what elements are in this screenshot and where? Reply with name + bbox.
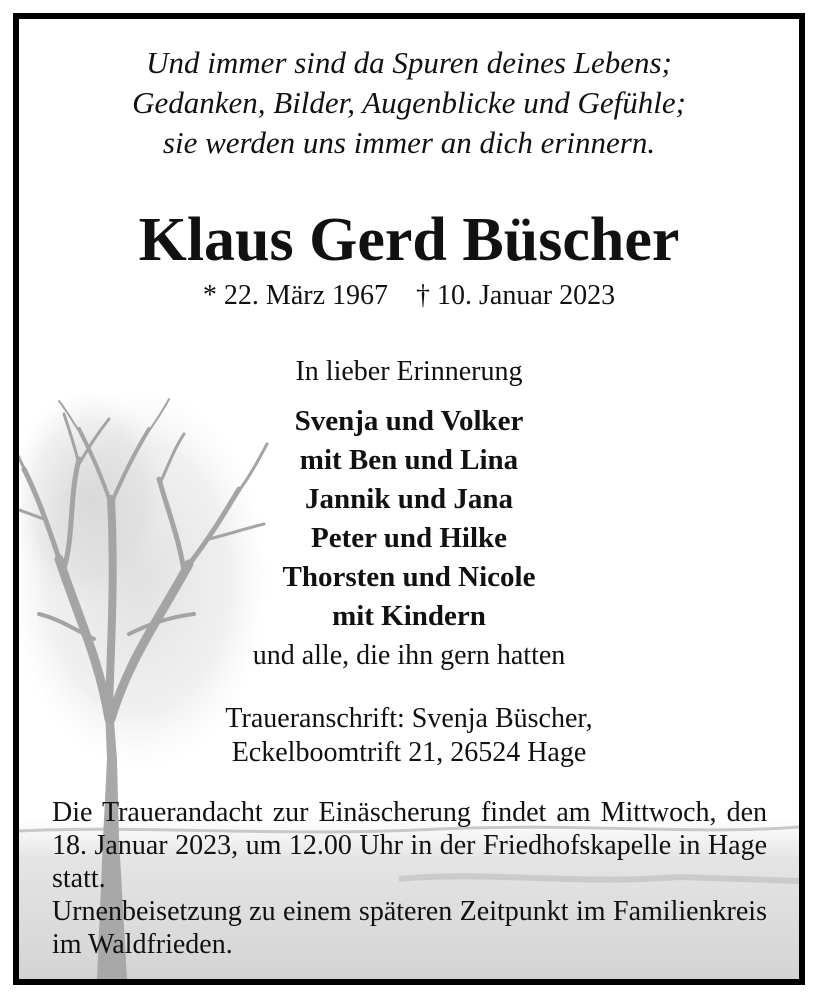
death-date: † 10. Januar 2023 <box>416 280 616 311</box>
memorial-intro: In lieber Erinnerung <box>295 356 523 387</box>
mourner-line: Svenja und Volker <box>294 405 524 437</box>
motto-line: Gedanken, Bilder, Augenblicke und Gefühle; <box>132 85 686 120</box>
motto <box>19 43 799 163</box>
mourners-list <box>19 402 799 636</box>
motto-line: sie werden uns immer an dich erinnern. <box>162 125 656 160</box>
life-dates <box>19 279 799 313</box>
address-line: Eckelboomtrift 21, 26524 Hage <box>231 737 587 768</box>
mourner-line: mit Kindern <box>332 600 486 632</box>
others-line: und alle, die ihn gern hatten <box>252 640 566 671</box>
address-line: Traueranschrift: Svenja Büscher, <box>225 703 593 734</box>
ceremony-notice <box>52 796 767 961</box>
burial-paragraph: Urnenbeisetzung zu einem späteren Zeitpunkt im Familienkreis im Waldfrieden. <box>52 896 767 960</box>
obituary-frame <box>13 13 805 985</box>
birth-date: * 22. März 1967 <box>202 280 388 311</box>
motto-line: Und immer sind da Spuren deines Lebens; <box>146 45 672 80</box>
mourner-line: Jannik und Jana <box>305 483 513 515</box>
mourner-line: mit Ben und Lina <box>299 444 519 476</box>
mourner-line: Thorsten und Nicole <box>282 561 536 593</box>
obituary-content <box>19 19 799 979</box>
deceased-name: Klaus Gerd Büscher <box>138 206 680 274</box>
mourner-line: Peter und Hilke <box>310 522 508 554</box>
ceremony-paragraph: Die Trauerandacht zur Einäscherung findet am Mittwoch, den 18. Januar 2023, um 12.00 Uhr in der Friedhofskapelle in Hage statt. <box>52 797 767 894</box>
mourning-address <box>19 702 799 770</box>
